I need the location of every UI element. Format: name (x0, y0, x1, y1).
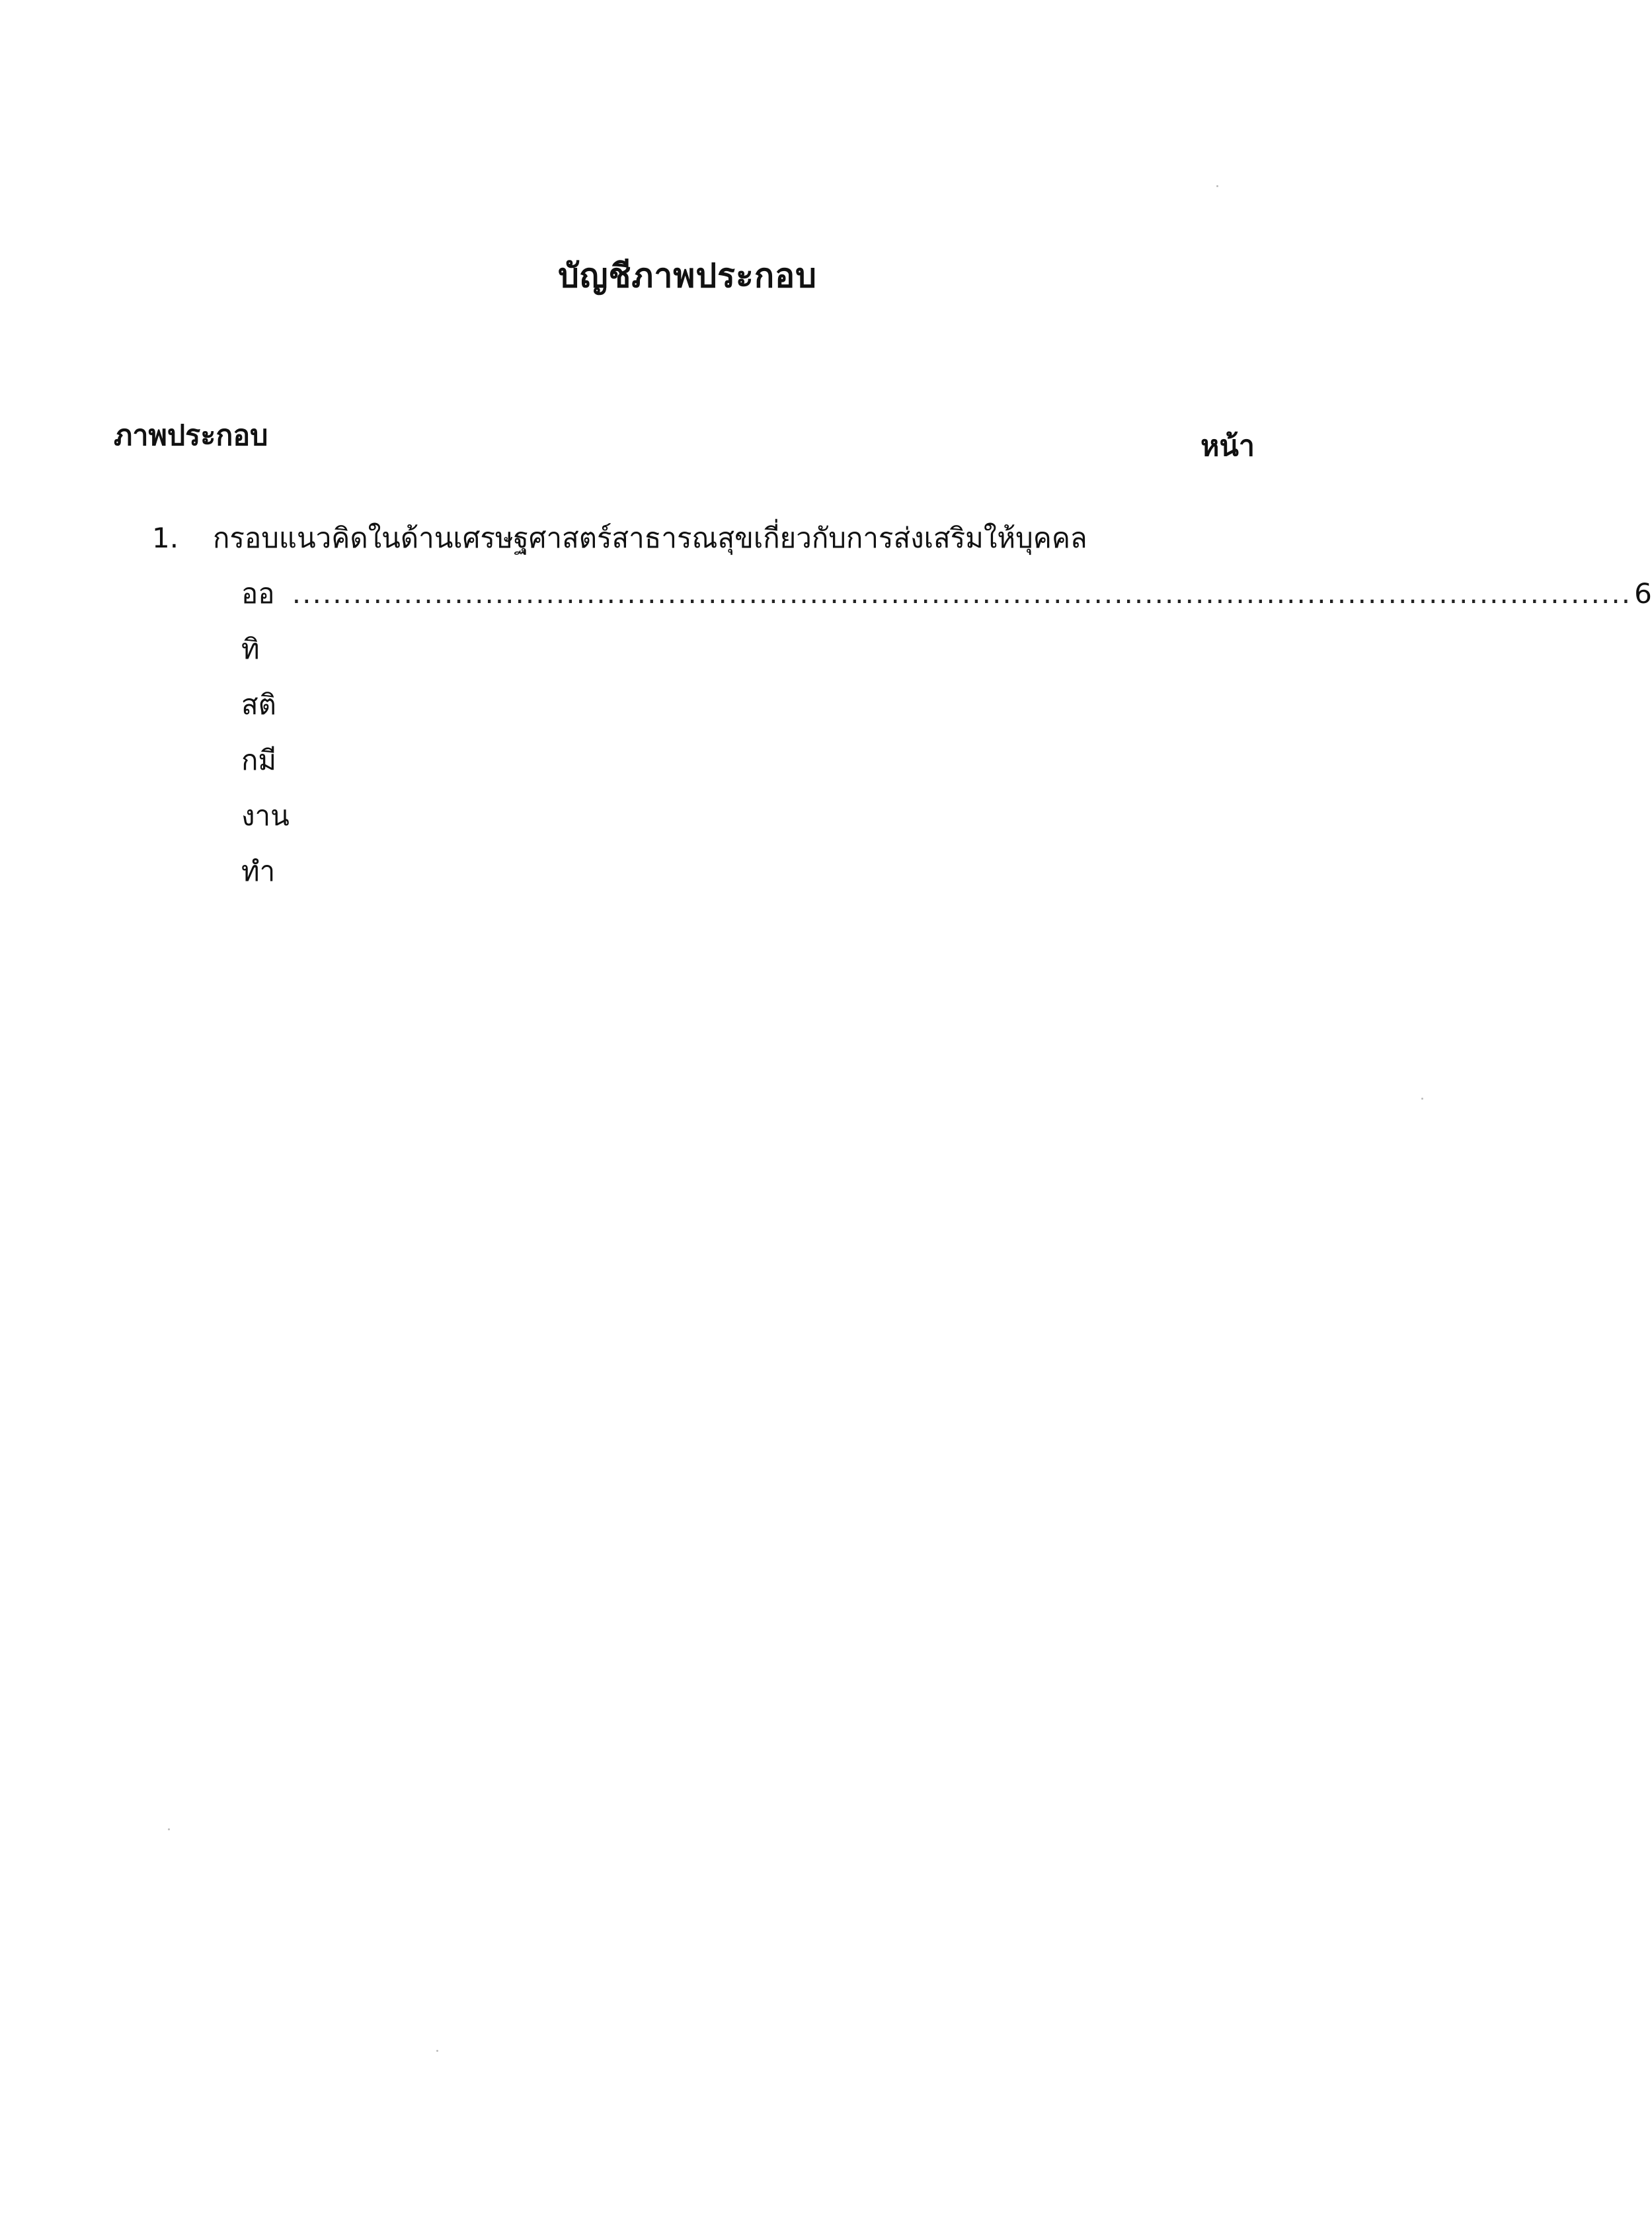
entry-number: 1. (152, 522, 179, 554)
entry-second-line (241, 566, 1652, 887)
scan-speck (1216, 185, 1218, 187)
entry-first-line (152, 510, 1243, 566)
dot-leader: .................................................................................................................................... (292, 577, 1632, 610)
document-title: บัญชีภาพประกอบ (558, 257, 817, 295)
entry-page-number: 6 (1634, 577, 1652, 610)
column-heading-illustrations: ภาพประกอบ (114, 419, 268, 452)
list-entry (152, 510, 1652, 887)
entry-title-line2: ออทิสติกมีงานทำ (241, 577, 290, 887)
scan-speck (436, 2050, 438, 2052)
column-heading-page: หน้า (1200, 430, 1255, 463)
entry-title-line1: กรอบแนวคิดในด้านเศรษฐศาสตร์สาธารณสุขเกี่ยวกับการส่งเสริมให้บุคคล (213, 522, 1087, 554)
scan-speck (1421, 1098, 1423, 1100)
scan-speck (168, 1828, 170, 1830)
